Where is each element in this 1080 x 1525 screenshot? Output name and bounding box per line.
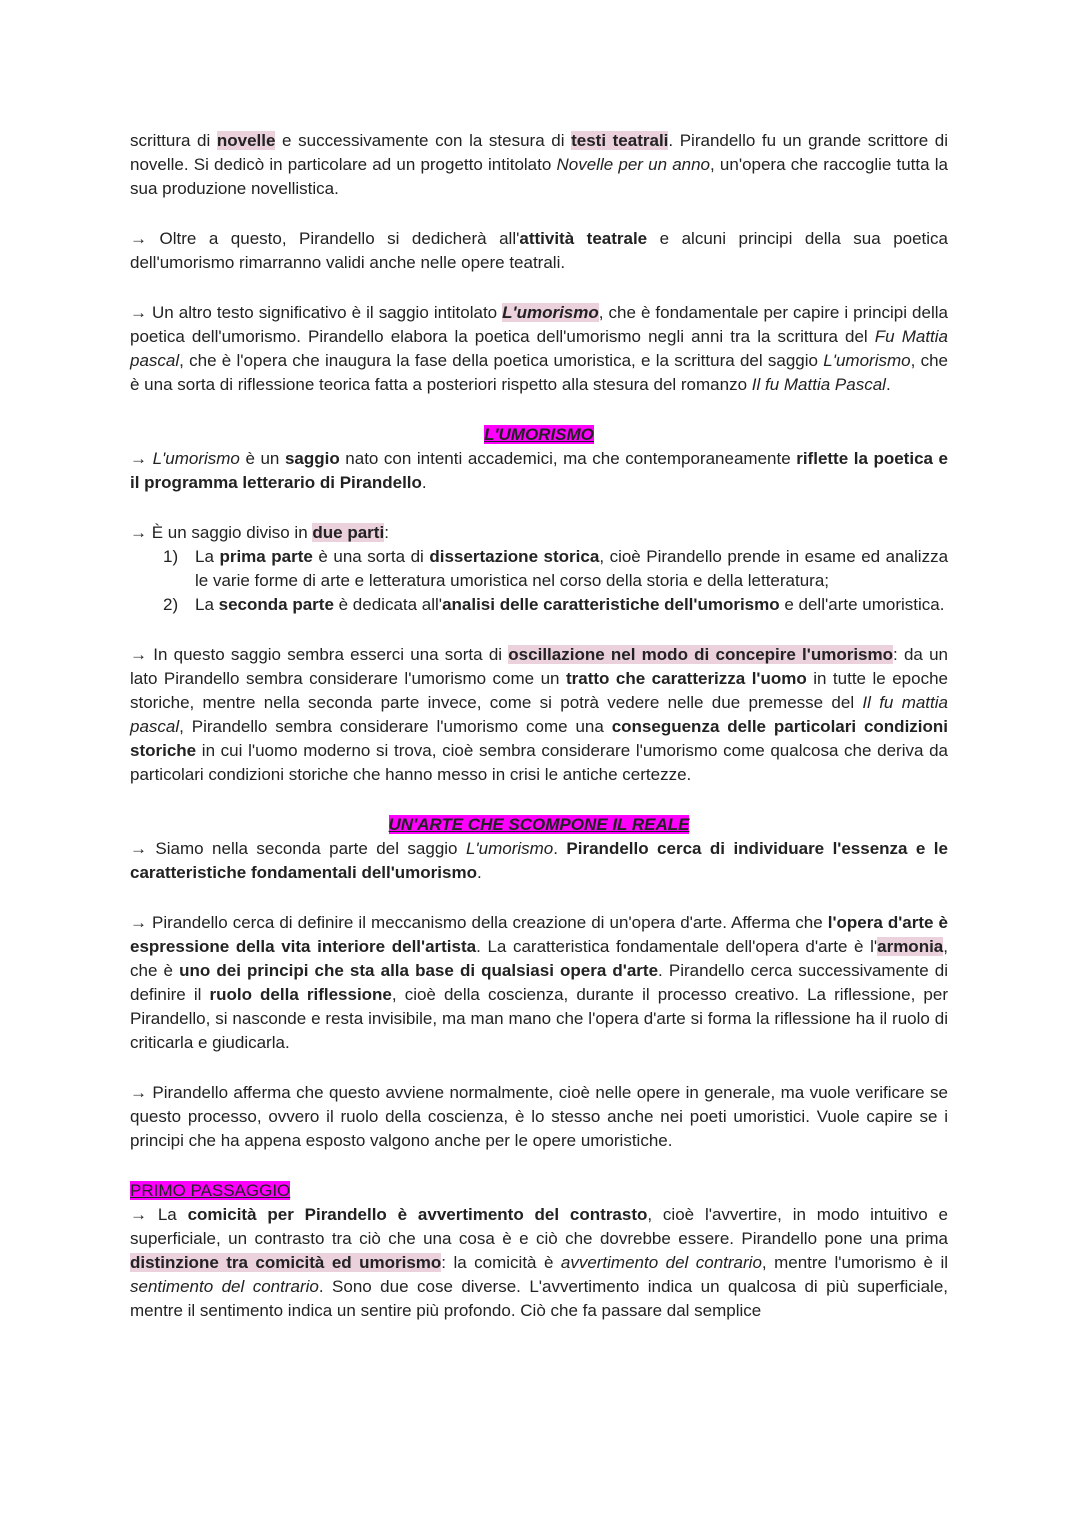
text: . <box>421 473 427 492</box>
paragraph-due-parti <box>130 521 948 545</box>
text: , cioè l'avvertire, in modo intuitivo e superficiale, un contrasto tra ciò che una cosa è e ciò che dovrebbe essere. Pirandello pone una prima <box>130 1205 949 1248</box>
bold-term: conseguenza delle particolari condizioni storiche <box>130 717 949 760</box>
list-item <box>130 545 948 593</box>
italic-title: L'umorismo <box>465 839 554 858</box>
parts-list <box>130 545 948 617</box>
paragraph-teatro <box>130 227 948 275</box>
paragraph-intro <box>130 129 948 201</box>
bold-term: dissertazione storica <box>429 547 600 566</box>
italic-title: Il fu Mattia Pascal <box>751 375 886 394</box>
bold-term: tratto che caratterizza l'uomo <box>566 669 807 688</box>
italic-title: Fu Mattia pascal <box>130 327 949 370</box>
italic-title: L'umorismo <box>823 351 911 370</box>
bold-term: seconda parte <box>218 595 334 614</box>
text: , cioè Pirandello prende in esame ed analizza le varie forme di arte e letteratura umoristica nel corso della storia e della letteratura; <box>195 547 949 590</box>
text: . <box>885 375 891 394</box>
text: , che è fondamentale per capire i principi della poetica dell'umorismo. Pirandello elabora la poetica dell'umorismo negli anni tra la scrittura del <box>130 303 948 346</box>
text: , che è una sorta di riflessione teorica fatta a posteriori rispetto alla stesura del romanzo <box>130 351 948 394</box>
text: scrittura di <box>130 131 217 150</box>
highlight-term: novelle <box>216 131 276 150</box>
text: e alcuni principi della sua poetica dell'umorismo rimarranno validi anche nelle opere teatrali. <box>130 229 949 272</box>
text: . Pirandello fu un grande scrittore di novelle. Si dedicò in particolare ad un progetto intitolato <box>130 131 948 174</box>
list-number: 1) <box>163 547 179 566</box>
text: . Pirandello cerca successivamente di definire il <box>130 961 949 1004</box>
text: . Sono due cose diverse. L'avvertimento indica un qualcosa di più superficiale, mentre il sentimento indica un sentire più profondo. Ciò che fa passare dal semplice <box>130 1277 948 1320</box>
bold-term: ruolo della riflessione <box>209 985 392 1004</box>
text: , cioè della coscienza, durante il processo creativo. La riflessione, per Pirandello, si nasconde e resta invisibile, ma man mano che l'opera d'arte si forma la riflessione ha il ruolo di criticarla e giudicarla. <box>130 985 948 1052</box>
list-item <box>130 593 948 617</box>
paragraph-verifica <box>130 1081 948 1153</box>
bold-term: analisi delle caratteristiche dell'umorismo <box>442 595 780 614</box>
italic-title: L'umorismo <box>152 449 240 468</box>
text: : <box>384 523 389 542</box>
paragraph-seconda-parte <box>130 837 948 885</box>
bold-term: prima parte <box>219 547 313 566</box>
text: in cui l'uomo moderno si trova, cioè sembra considerare l'umorismo come qualcosa che deriva da particolari condizioni storiche che hanno messo in crisi le antiche certezze. <box>130 741 948 784</box>
paragraph-oscillazione <box>130 643 948 787</box>
bold-term: riflette la poetica e il programma letterario di Pirandello <box>130 449 948 492</box>
text: La <box>195 547 220 566</box>
highlight-term: testi teatrali <box>571 131 669 150</box>
text: . <box>476 863 482 882</box>
text: → Un altro testo significativo è il saggio intitolato <box>130 303 503 322</box>
text: è una sorta di <box>312 547 430 566</box>
paragraph-comicita <box>130 1203 948 1323</box>
text: . <box>553 839 567 858</box>
bold-term: l'opera d'arte è espressione della vita interiore dell'artista <box>130 913 948 956</box>
italic-term: avvertimento del contrario <box>560 1253 762 1272</box>
text: , un'opera che raccoglie tutta la sua produzione novellistica. <box>130 155 948 198</box>
bold-term: uno dei principi che sta alla base di qualsiasi opera d'arte <box>179 961 659 980</box>
heading-arte-scompone <box>130 813 948 837</box>
document-body <box>130 129 948 1323</box>
paragraph-opera-arte <box>130 911 948 1055</box>
text: → Siamo nella seconda parte del saggio <box>130 839 466 858</box>
text: La <box>195 595 219 614</box>
bold-term: Pirandello cerca di individuare l'essenza e le caratteristiche fondamentali dell'umorismo <box>130 839 948 882</box>
text: è un <box>239 449 285 468</box>
text: → La <box>130 1205 188 1224</box>
text: : la comicità è <box>441 1253 561 1272</box>
heading-text: PRIMO PASSAGGIO <box>130 1181 291 1200</box>
bold-term: saggio <box>284 449 340 468</box>
text: è dedicata all' <box>333 595 443 614</box>
paragraph-saggio <box>130 301 948 397</box>
text: . La caratteristica fondamentale dell'opera d'arte è l' <box>476 937 878 956</box>
text: → Oltre a questo, Pirandello si dedicherà all' <box>130 229 520 248</box>
text: → <box>130 449 153 468</box>
bold-term: attività teatrale <box>519 229 648 248</box>
text: → Pirandello cerca di definire il meccanismo della creazione di un'opera d'arte. Afferma che <box>130 913 828 932</box>
text: , che è l'opera che inaugura la fase della poetica umoristica, e la scrittura del saggio <box>179 351 824 370</box>
italic-title: Novelle per un anno <box>556 155 711 174</box>
bold-term: comicità per Pirandello è avvertimento del contrasto <box>187 1205 648 1224</box>
heading-primo-passaggio <box>130 1179 948 1203</box>
text: , Pirandello sembra considerare l'umorismo come una <box>179 717 612 736</box>
highlight-term: oscillazione nel modo di concepire l'umorismo <box>508 645 893 664</box>
highlight-term: due parti <box>312 523 385 542</box>
text: e successivamente con la stesura di <box>275 131 572 150</box>
heading-text: UN'ARTE CHE SCOMPONE IL REALE <box>388 815 690 834</box>
heading-text: L'UMORISMO <box>484 425 594 444</box>
heading-umorismo <box>130 423 948 447</box>
text: in tutte le epoche storiche, mentre nella seconda parte invece, come si potrà vedere nelle due premesse del <box>130 669 948 712</box>
paragraph-umorismo-saggio <box>130 447 948 495</box>
text: , mentre l'umorismo è il <box>761 1253 948 1272</box>
text: → È un saggio diviso in <box>130 523 313 542</box>
text: , che è <box>130 937 948 980</box>
text: → Pirandello afferma che questo avviene normalmente, cioè nelle opere in generale, ma vuole verificare se questo processo, ovvero il ruolo della coscienza, è lo stesso anche nei poeti umoristici. Vuole capire se i principi che ha appena esposto valgono anche per le opere umoristiche. <box>130 1083 948 1150</box>
text: : da un lato Pirandello sembra considerare l'umorismo come un <box>130 645 948 688</box>
text: nato con intenti accademici, ma che contemporaneamente <box>339 449 797 468</box>
italic-title: Il fu mattia pascal <box>130 693 948 736</box>
list-number: 2) <box>163 595 179 614</box>
highlight-term: armonia <box>877 937 944 956</box>
text: → In questo saggio sembra esserci una sorta di <box>130 645 509 664</box>
highlight-term: distinzione tra comicità ed umorismo <box>130 1253 442 1272</box>
highlight-term: L'umorismo <box>502 303 599 322</box>
text: e dell'arte umoristica. <box>779 595 945 614</box>
italic-term: sentimento del contrario <box>130 1277 319 1296</box>
